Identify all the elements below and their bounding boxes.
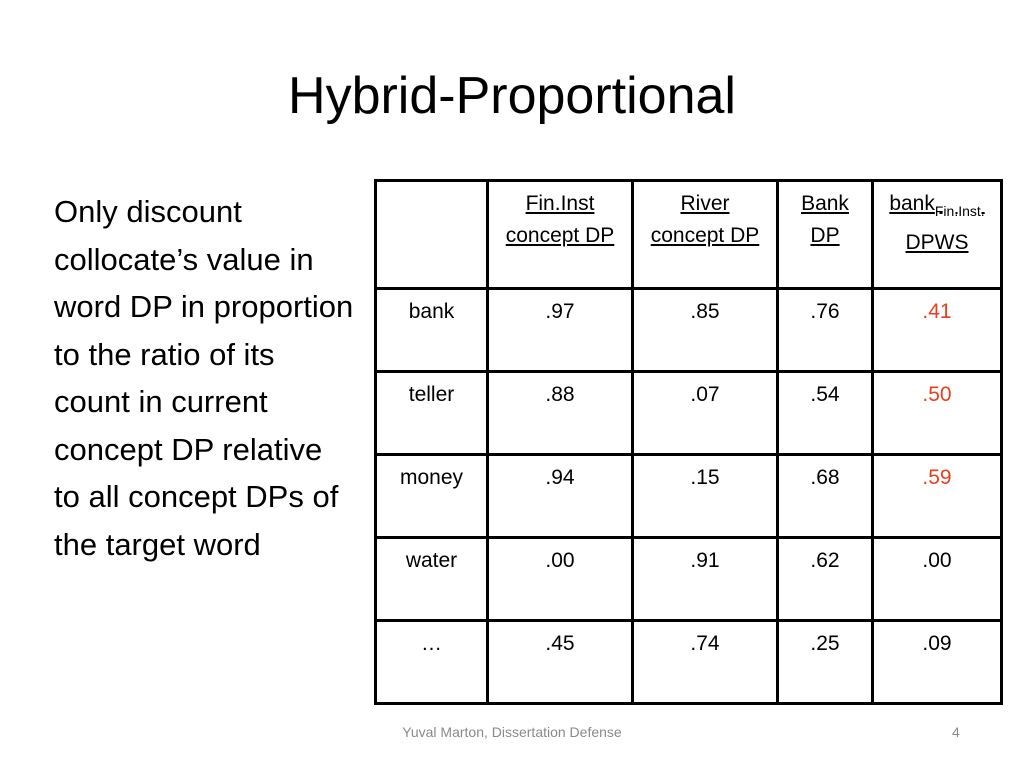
header-river-line2: concept DP <box>650 224 760 247</box>
header-dpws <box>873 181 1002 289</box>
header-dpws-word: bank <box>889 192 935 215</box>
table-row <box>376 372 1002 455</box>
header-bank-line2: DP <box>810 224 840 247</box>
row-word-cell: money <box>376 455 488 538</box>
dpws-value: .09 <box>873 621 1002 704</box>
header-fin-inst-line1: Fin.Inst <box>525 192 595 215</box>
river-value: .07 <box>633 372 778 455</box>
header-fin-inst <box>488 181 633 289</box>
row-word-cell: bank <box>376 289 488 372</box>
table-header-row <box>376 181 1002 289</box>
fin-inst-value: .97 <box>488 289 633 372</box>
table-row <box>376 455 1002 538</box>
header-blank-cell <box>376 181 488 289</box>
header-bank <box>778 181 873 289</box>
table-row <box>376 289 1002 372</box>
bank-dp-value: .62 <box>778 538 873 621</box>
row-word-cell: … <box>376 621 488 704</box>
slide-footer: Yuval Marton, Dissertation Defense <box>402 724 622 740</box>
slide-title: Hybrid-Proportional <box>288 67 736 125</box>
header-river <box>633 181 778 289</box>
header-dpws-subscript: Fin.Inst. <box>934 203 985 219</box>
page-number: 4 <box>952 724 960 740</box>
dp-table <box>374 179 1003 705</box>
row-word-cell: water <box>376 538 488 621</box>
bank-dp-value: .54 <box>778 372 873 455</box>
fin-inst-value: .88 <box>488 372 633 455</box>
dpws-value: .00 <box>873 538 1002 621</box>
header-bank-line1: Bank <box>801 192 849 215</box>
dpws-value: .59 <box>873 455 1002 538</box>
header-dpws-main <box>889 192 985 219</box>
river-value: .74 <box>633 621 778 704</box>
header-fin-inst-line2: concept DP <box>505 224 615 247</box>
bank-dp-value: .25 <box>778 621 873 704</box>
dp-table-container <box>374 179 1000 705</box>
fin-inst-value: .94 <box>488 455 633 538</box>
dpws-value: .50 <box>873 372 1002 455</box>
fin-inst-value: .00 <box>488 538 633 621</box>
river-value: .15 <box>633 455 778 538</box>
header-river-line1: River <box>680 192 730 215</box>
slide-body-text: Only discount collocate’s value in word DP in proportion to the ratio of its count in current concept DP relative to all concept DPs of the target word <box>54 194 354 562</box>
bank-dp-value: .68 <box>778 455 873 538</box>
row-word-cell: teller <box>376 372 488 455</box>
dpws-value: .41 <box>873 289 1002 372</box>
river-value: .85 <box>633 289 778 372</box>
table-row <box>376 538 1002 621</box>
bank-dp-value: .76 <box>778 289 873 372</box>
header-dpws-line2: DPWS <box>905 231 969 254</box>
river-value: .91 <box>633 538 778 621</box>
fin-inst-value: .45 <box>488 621 633 704</box>
table-row <box>376 621 1002 704</box>
